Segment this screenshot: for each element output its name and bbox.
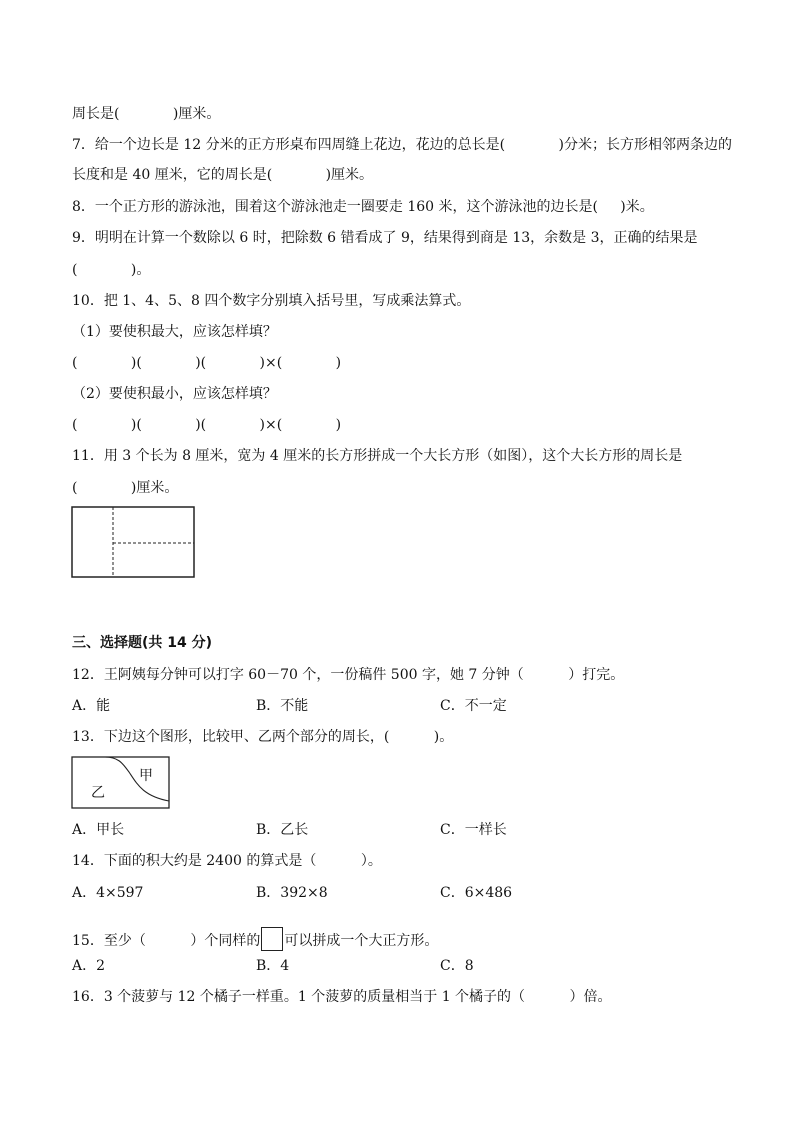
q9-line2: ( )。 — [72, 262, 151, 278]
q11-line1: 11．用 3 个长为 8 厘米，宽为 4 厘米的长方形拼成一个大长方形（如图），这个大长方形的周长是 — [72, 448, 683, 464]
q13-option-b: B．乙长 — [256, 822, 309, 838]
q14-option-a: A．4×597 — [72, 885, 144, 901]
section-3-heading: 三、选择题(共 14 分) — [72, 635, 213, 651]
q15-option-a: A．2 — [72, 958, 106, 974]
q14-option-b: B．392×8 — [256, 885, 328, 901]
q15 — [72, 927, 438, 951]
q6-tail: 周长是( )厘米。 — [72, 106, 221, 122]
q7-line2: 长度和是 40 厘米，它的周长是( )厘米。 — [72, 167, 374, 183]
q10-blanks1: ( )( )( )×( ) — [72, 355, 342, 371]
q10-sub1: （1）要使积最大，应该怎样填？ — [72, 324, 277, 340]
q11-line2: ( )厘米。 — [72, 480, 179, 496]
q14-option-c: C．6×486 — [440, 885, 513, 901]
q8: 8．一个正方形的游泳池，围着这个游泳池走一圈要走 160 米，这个游泳池的边长是( )米。 — [72, 199, 654, 215]
q7-line1: 7．给一个边长是 12 分米的正方形桌布四周缝上花边，花边的总长是( )分米；长方形相邻两条边的 — [72, 137, 732, 153]
q14: 14．下面的积大约是 2400 的算式是（ ）。 — [72, 853, 382, 869]
q15-text-b: 可以拼成一个大正方形。 — [284, 933, 439, 949]
q15-text-a: 15．至少（ ）个同样的 — [72, 933, 261, 949]
label-yi: 乙 — [91, 785, 105, 801]
label-jia: 甲 — [139, 768, 153, 784]
q12: 12．王阿姨每分钟可以打字 60－70 个，一份稿件 500 字，她 7 分钟（ ）打完。 — [72, 667, 625, 683]
q10-stem: 10．把 1、4、5、8 四个数字分别填入括号里，写成乘法算式。 — [72, 293, 471, 309]
q13-jia-yi-figure — [71, 756, 171, 810]
q15-option-b: B．4 — [256, 958, 290, 974]
q13-option-a: A．甲长 — [72, 822, 125, 838]
q15-option-c: C．8 — [440, 958, 474, 974]
q11-rectangle-figure — [71, 506, 197, 580]
q12-option-c: C．不一定 — [440, 698, 507, 714]
q12-option-b: B．不能 — [256, 698, 309, 714]
q13: 13．下边这个图形，比较甲、乙两个部分的周长，( )。 — [72, 729, 454, 745]
q10-blanks2: ( )( )( )×( ) — [72, 417, 342, 433]
q9-line1: 9．明明在计算一个数除以 6 时，把除数 6 错看成了 9，结果得到商是 13，余数是 3，正确的结果是 — [72, 230, 698, 246]
q13-option-c: C．一样长 — [440, 822, 507, 838]
q12-option-a: A．能 — [72, 698, 111, 714]
square-icon — [261, 927, 283, 951]
q16: 16．3 个菠萝与 12 个橘子一样重。1 个菠萝的质量相当于 1 个橘子的（ ）倍。 — [72, 989, 612, 1005]
q10-sub2: （2）要使积最小，应该怎样填？ — [72, 386, 277, 402]
